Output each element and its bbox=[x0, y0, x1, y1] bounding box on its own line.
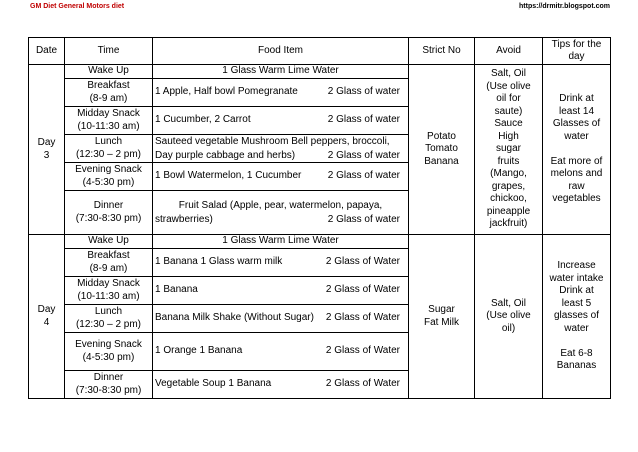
tip-line bbox=[545, 143, 608, 156]
tips bbox=[543, 65, 611, 235]
meal-time-line: (7:30-8:30 pm) bbox=[75, 212, 142, 224]
meal-time bbox=[65, 65, 153, 79]
document-title: GM Diet General Motors diet bbox=[30, 3, 125, 10]
tip-line: least 5 bbox=[561, 297, 592, 309]
avoid bbox=[475, 235, 543, 399]
meal-time bbox=[65, 249, 153, 277]
meal-food bbox=[153, 371, 409, 399]
food-item: 1 Bowl Watermelon, 1 Cucumber bbox=[155, 170, 302, 182]
source-url: https://drmitr.blogspot.com bbox=[519, 3, 610, 10]
avoid-item: (Mango, bbox=[490, 168, 527, 180]
tip-line: Drink at bbox=[559, 93, 594, 105]
strict-no bbox=[409, 65, 475, 235]
avoid-item: Salt, Oil bbox=[490, 68, 526, 80]
food-item: 1 Cucumber, 2 Carrot bbox=[155, 114, 251, 126]
strict-item: Potato bbox=[427, 130, 456, 142]
avoid-item: (Use olive bbox=[486, 310, 531, 322]
drink-amount: 2 Glass of Water bbox=[325, 378, 400, 390]
col-time: Time bbox=[65, 38, 153, 65]
meal-time-line: (8-9 am) bbox=[89, 92, 128, 104]
meal-row bbox=[29, 235, 611, 249]
avoid-item: sugar bbox=[495, 143, 521, 155]
food-line bbox=[155, 170, 406, 183]
meal-time bbox=[65, 305, 153, 333]
tip-line: Bananas bbox=[556, 360, 597, 372]
col-strict: Strict No bbox=[409, 38, 475, 65]
meal-time-line: Evening Snack bbox=[75, 339, 142, 350]
meal-time-line: (8-9 am) bbox=[89, 262, 128, 274]
meal-time bbox=[65, 135, 153, 163]
avoid-item: grapes, bbox=[491, 180, 526, 192]
col-avoid: Avoid bbox=[475, 38, 543, 65]
food-line-2 bbox=[155, 149, 406, 163]
meal-food bbox=[153, 333, 409, 371]
avoid-item: oil) bbox=[501, 322, 516, 334]
day-label-part: Day bbox=[37, 137, 56, 148]
food-line bbox=[155, 312, 406, 325]
meal-time-line: Breakfast bbox=[87, 80, 130, 91]
meal-time bbox=[65, 235, 153, 249]
col-food: Food Item bbox=[153, 38, 409, 65]
meal-time-line: Evening Snack bbox=[75, 164, 142, 175]
strict-item: Banana bbox=[424, 155, 459, 167]
meal-time-line: (4-5:30 pm) bbox=[82, 351, 135, 363]
tip-line: raw bbox=[568, 180, 585, 192]
drink-amount: 2 Glass of Water bbox=[325, 284, 400, 296]
tip-line: Increase bbox=[557, 260, 596, 272]
meal-time bbox=[65, 163, 153, 191]
meal-time-line: (7:30-8:30 pm) bbox=[75, 384, 142, 396]
tip-line: Glasses of bbox=[552, 118, 601, 130]
meal-time-line: Wake Up bbox=[88, 235, 129, 247]
food-item: 1 Banana 1 Glass warm milk bbox=[155, 256, 283, 268]
food-line bbox=[155, 345, 406, 358]
drink-amount: 2 Glass of water bbox=[327, 114, 400, 126]
avoid-item: oil for bbox=[496, 93, 521, 105]
meal-time-line: (10-11:30 am) bbox=[77, 290, 140, 302]
tip-line: glasses of bbox=[553, 310, 600, 322]
meal-time bbox=[65, 333, 153, 371]
tip-line: melons and bbox=[550, 168, 603, 180]
drink-amount: 2 Glass of Water bbox=[325, 345, 400, 357]
food-line bbox=[155, 378, 406, 391]
strict-item: Fat Milk bbox=[424, 316, 459, 328]
avoid-item: fruits bbox=[497, 155, 520, 167]
avoid bbox=[475, 65, 543, 235]
meal-time-line: Lunch bbox=[94, 306, 123, 317]
food-item: 1 Glass Warm Lime Water bbox=[222, 235, 339, 247]
meal-food bbox=[153, 65, 409, 79]
food-item: Vegetable Soup 1 Banana bbox=[155, 378, 272, 390]
drink-amount: 2 Glass of Water bbox=[325, 256, 400, 268]
food-item: Fruit Salad (Apple, pear, watermelon, papaya, bbox=[178, 200, 383, 211]
food-line bbox=[155, 86, 406, 99]
meal-time bbox=[65, 191, 153, 235]
avoid-item: Sauce bbox=[494, 118, 523, 130]
tips bbox=[543, 235, 611, 399]
meal-food bbox=[153, 107, 409, 135]
meal-time-line: Dinner bbox=[93, 200, 124, 211]
day-label bbox=[29, 65, 65, 235]
diet-plan-table bbox=[28, 37, 611, 399]
meal-time-line: (12:30 – 2 pm) bbox=[75, 318, 142, 330]
tip-line: water intake bbox=[549, 272, 604, 284]
header-row bbox=[29, 38, 611, 65]
drink-amount: 2 Glass of water bbox=[327, 213, 400, 225]
meal-time bbox=[65, 277, 153, 305]
tip-line: water bbox=[564, 130, 589, 142]
meal-time-line: Midday Snack bbox=[77, 278, 140, 289]
tip-line: Eat 6-8 bbox=[560, 347, 593, 359]
food-item-cont: strawberries) bbox=[155, 213, 213, 225]
food-item: 1 Banana bbox=[155, 284, 198, 296]
tip-line bbox=[545, 335, 608, 348]
meal-time-line: Lunch bbox=[94, 136, 123, 147]
food-item: 1 Apple, Half bowl Pomegranate bbox=[155, 86, 298, 98]
drink-amount: 2 Glass of water bbox=[327, 170, 400, 182]
meal-food bbox=[153, 79, 409, 107]
strict-no bbox=[409, 235, 475, 399]
meal-time bbox=[65, 371, 153, 399]
day-label-part: 3 bbox=[43, 149, 50, 161]
food-wrap-block bbox=[155, 199, 406, 226]
meal-food bbox=[153, 305, 409, 333]
drink-amount: 2 Glass of Water bbox=[325, 312, 400, 324]
drink-amount: 2 Glass of water bbox=[327, 149, 400, 161]
avoid-item: jackfruit) bbox=[489, 218, 528, 230]
day-label-part: Day bbox=[37, 304, 56, 315]
food-item: 1 Glass Warm Lime Water bbox=[222, 65, 339, 77]
strict-item: Tomato bbox=[425, 143, 458, 155]
meal-time-line: (12:30 – 2 pm) bbox=[75, 148, 142, 160]
strict-item: Sugar bbox=[428, 304, 455, 315]
col-date: Date bbox=[29, 38, 65, 65]
meal-food bbox=[153, 249, 409, 277]
day-label bbox=[29, 235, 65, 399]
meal-time-line: Midday Snack bbox=[77, 108, 140, 119]
meal-food bbox=[153, 191, 409, 235]
food-item-cont: Day purple cabbage and herbs) bbox=[155, 149, 296, 161]
avoid-item: (Use olive bbox=[486, 80, 531, 92]
tip-line: vegetables bbox=[552, 193, 601, 205]
meal-row bbox=[29, 65, 611, 79]
food-item: 1 Orange 1 Banana bbox=[155, 345, 243, 357]
meal-time-line: (10-11:30 am) bbox=[77, 120, 140, 132]
food-item: Sauteed vegetable Mushroom Bell peppers, broccoli, bbox=[155, 136, 390, 147]
meal-food bbox=[153, 235, 409, 249]
avoid-item: pineapple bbox=[486, 205, 531, 217]
meal-time bbox=[65, 107, 153, 135]
meal-food bbox=[153, 163, 409, 191]
avoid-item: High bbox=[498, 130, 519, 142]
meal-time-line: Dinner bbox=[93, 372, 124, 383]
meal-time-line: (4-5:30 pm) bbox=[82, 176, 135, 188]
meal-time-line: Breakfast bbox=[87, 250, 130, 261]
drink-amount: 2 Glass of water bbox=[327, 86, 400, 98]
food-wrap-block bbox=[155, 135, 406, 162]
tip-line: Drink at bbox=[559, 285, 594, 297]
avoid-item: saute) bbox=[494, 105, 523, 117]
avoid-item: chickoo, bbox=[490, 193, 527, 205]
food-line-2 bbox=[155, 213, 406, 227]
avoid-item: Salt, Oil bbox=[490, 297, 526, 309]
tip-line: least 14 bbox=[558, 105, 595, 117]
day-label-part: 4 bbox=[43, 316, 50, 328]
meal-food bbox=[153, 277, 409, 305]
meal-food bbox=[153, 135, 409, 163]
food-line bbox=[155, 114, 406, 127]
tip-line: Eat more of bbox=[550, 155, 603, 167]
tip-line: water bbox=[564, 322, 589, 334]
meal-time-line: Wake Up bbox=[88, 65, 129, 77]
meal-time bbox=[65, 79, 153, 107]
col-tips: Tips for the day bbox=[543, 38, 611, 65]
food-line bbox=[155, 256, 406, 269]
food-line bbox=[155, 284, 406, 297]
food-item: Banana Milk Shake (Without Sugar) bbox=[155, 312, 314, 324]
